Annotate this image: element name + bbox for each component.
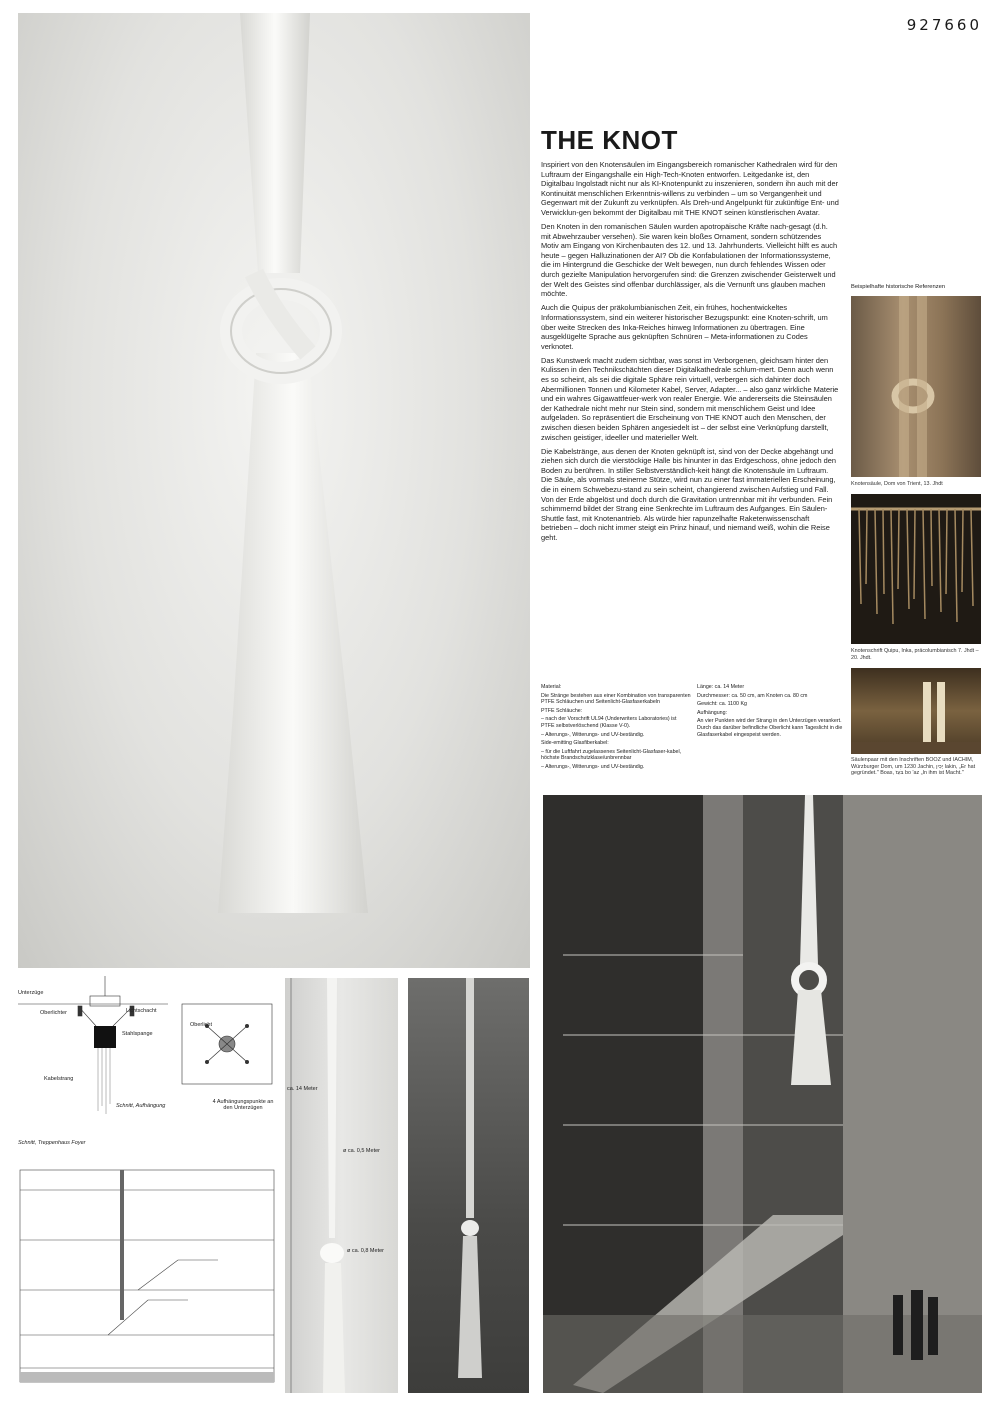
label-lichtschacht: Lichtschacht — [126, 1008, 157, 1014]
reference-photo-trient — [851, 296, 981, 477]
paragraph: Das Kunstwerk macht zudem sichtbar, was sonst im Verborgenen, gleichsam hinter den Kulissen in den Technikschächten dieser Digitalkathedrale schlum-mert. Denn auch wenn es so scheint, als sei die digitale Sphäre rein virtuell, verbergen sich dahinter doch Abermillionen Tonnen und Kilometer Kabel, Server, Adapter... – also ganz wirkliche Materie und ein wahres Gigawattfeuer-werk von realer Energie. Wie andererseits die Steinsäulen der Kathedrale nicht mehr nur Stein sind, sondern mit menschlichem Geist und Idee aufgeladen. So repräsentiert die Erscheinung von THE KNOT auch den Menschen, der zwischen diesen beiden Sphären angesiedelt ist – der selbst eine Verknüpfung darstellt, zwischen geistiger, ideeller und materieller Welt. — [541, 355, 839, 442]
hero-photo-knot — [18, 13, 530, 968]
page-title: THE KNOT — [541, 125, 678, 155]
references-heading: Beispielhafte historische Referenzen — [851, 284, 946, 290]
section-title: Schnitt, Treppenhaus Foyer — [18, 1140, 86, 1146]
photo-strand-dimensions — [285, 978, 398, 1393]
note-line: – nach der Vorschrift UL94 (Underwriters Laboratories) ist PTFE selbstverlöschend (Klasse V-0). — [541, 716, 677, 729]
label-oberlicht: Oberlicht — [190, 1022, 213, 1028]
note-line: Durchmesser: ca. 50 cm, am Knoten ca. 80 cm — [697, 692, 808, 699]
reference-caption: Säulenpaar mit den Inschriften BOOZ und IACHIM, Würzburger Dom, um 1230 Jachin, יָכִין Iakin, „Er hat gegründet." Boas, בֹּעַז bo 'az „In ihm ist Macht." — [851, 757, 976, 777]
material-notes-right — [697, 684, 843, 740]
paragraph: Die Kabelstränge, aus denen der Knoten geknüpft ist, sind von der Decke abgehängt und ziehen sich durch die vierstöckige Halle bis hinunter in das Erdgeschoss, ohne jedoch den Boden zu berühren. In stiller Selbstverständlich-keit hängt die Knotensäule im Luftraum. Die Säule, als vormals steinerne Stütze, wird nun zu einer fast immateriellen Erscheinung, die in einem Schwebezu-stand zu sein scheint, changierend zwischen Aufstieg und Fall. Von der Erde abgelöst und doch durch die Gravitation untrennbar mit ihr verbunden. Fein schimmernd bildet der Strang eine Senkrechte im Luftraum des Aufganges. Ein Säulen-Shuttle fast, mit Knotenantrieb. Als würde hier rapunzelhafte Raketenwissenschaft betrieben – doch nicht immer steigt ein Prinz hinauf, und niemand weiß, wohin die Reise geht. — [541, 446, 836, 542]
sketch-caption: 4 Aufhängungspunkte an den Unterzügen — [212, 1099, 274, 1111]
photo-strand-dark — [408, 978, 529, 1393]
note-line: Die Stränge bestehen aus einer Kombination von transparenten PTFE Schläuchen und Seitenlicht-Glasfaserkabeln — [541, 692, 691, 706]
reference-caption: Knotenschrift Quipu, Inka, präcolumbianisch 7. Jhdt – 20. Jhdt. — [851, 648, 979, 661]
label-diameter-strand: ø ca. 0,5 Meter — [343, 1148, 380, 1154]
label-diameter-knot: ø ca. 0,8 Meter — [347, 1248, 384, 1254]
paragraph: Den Knoten in den romanischen Säulen wurden apotropäische Kräfte nach-gesagt (d.h. mit Abwehrzauber versehen). Sie waren kein bloßes Ornament, sondern schützendes Motiv am Eingang von Kirchenbauten des 12. und 13. Jahrhunderts. Vielleicht hilft es auch heute – gegen Halluzinationen der AI? Ob die Konfabulationen der Informationssysteme, die im Hintergrund die Geschicke der Welt bewegen, nun durch fehlendes Wissen oder durch gezielte Manipulation hervorgerufen sind: die Grenzen zwischender Geisterwelt und der Welt des Geistes sind offenbar durchlässiger, als die Vernunft uns glauben machen möchte. — [541, 222, 838, 299]
competition-code: 927660 — [906, 16, 982, 34]
note-line: – Alterungs-, Witterungs- und UV-beständig. — [541, 731, 645, 738]
label-oberlichter: Oberlichter — [40, 1010, 67, 1016]
note-line: Side-emitting Glasfiberkabel: — [541, 740, 609, 747]
installation-photo-foyer — [543, 795, 982, 1393]
paragraph: Inspiriert von den Knotensäulen im Eingangsbereich romanischer Kathedralen wird für den Luftraum der Eingangshalle ein High-Tech-Knoten entworfen. Leitgedanke ist, den Digitalbau Ingolstadt nicht nur als KI-Knotenpunkt zu inszenieren, sondern ihn auch mit der Kontinuität menschlichen Erkenntnis-willens zu verbinden – um so Vergangenheit und Gegenwart mit der Zukunft zu verknüpfen. Als Dreh-und Angelpunkt für zukünftige Ent- und Verwicklun-gen bekommt der Digitalbau mit THE KNOT seinen künstlerischen Avatar. — [541, 160, 839, 217]
paragraph: Auch die Quipus der präkolumbianischen Zeit, ein frühes, hochentwickeltes Informationssystem, sind ein weiterer historischer Bezugspunkt: eine Knoten-schrift, um über weite Strecken des Inka-Reiches hinweg Informationen zu übertragen. Eine ausgeklügelte Sprache aus geknüpften Schnüren – Meta-informationen zu Codes verknotet. — [541, 303, 828, 351]
knot-strand-illustration — [18, 13, 530, 968]
note-line: An vier Punkten wird der Strang in den Unterzügen verankert. Durch das darüber befindliche Oberlicht kann Tageslicht in die Glasfaserkabel eingespeist werden. — [697, 718, 843, 738]
suspension-sketch — [18, 976, 276, 1121]
label-length: ca. 14 Meter — [287, 1086, 318, 1092]
note-line: Material: — [541, 684, 562, 690]
note-line: – für die Luftfahrt zugelassenes Seitenlicht-Glasfaser-kabel, höchste Brandschutzklase/unbrennbar — [541, 748, 682, 762]
label-kabelstrang: Kabelstrang — [44, 1076, 74, 1082]
note-line: – Alterungs-, Witterungs- und UV-beständig. — [541, 763, 645, 770]
description-text — [541, 160, 839, 547]
label-unterzuege: Unterzüge — [18, 990, 44, 996]
note-line: Aufhängung: — [697, 709, 728, 716]
material-notes-left — [541, 684, 691, 773]
note-line: PTFE Schläuche: — [541, 707, 583, 714]
reference-caption: Knotensäule, Dom von Trient, 13. Jhdt — [851, 481, 943, 487]
sketch-caption: Schnitt, Aufhängung — [116, 1103, 166, 1109]
reference-photo-wuerzburg — [851, 668, 981, 754]
note-line: Länge: ca. 14 Meter — [697, 684, 745, 690]
note-line: Gewicht: ca. 1100 Kg — [697, 701, 747, 708]
section-drawing — [18, 1140, 276, 1393]
reference-photo-quipu — [851, 494, 981, 644]
label-stahlspange: Stahlspange — [122, 1031, 153, 1037]
